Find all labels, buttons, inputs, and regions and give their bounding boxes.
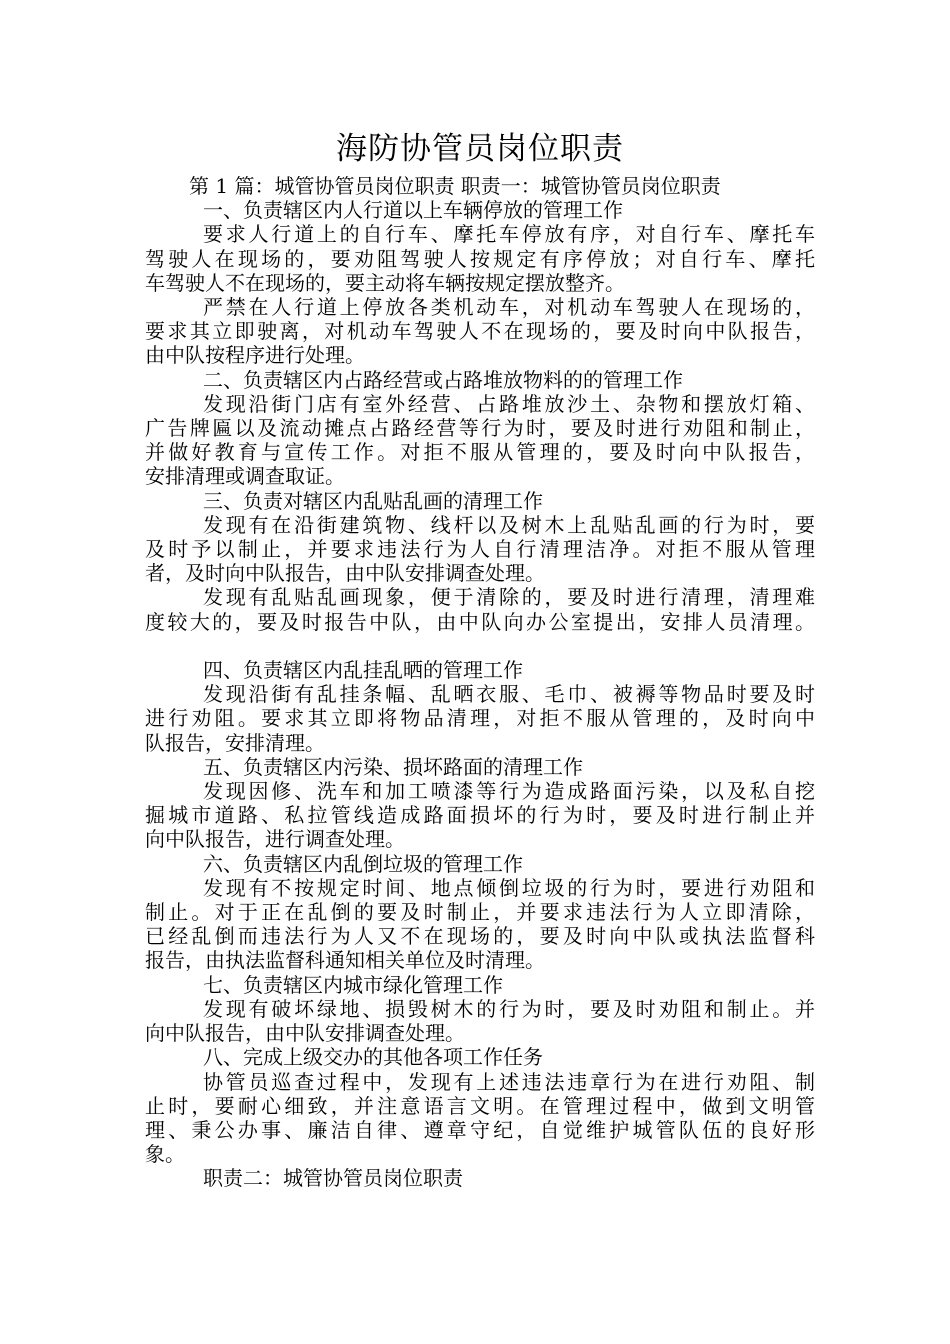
text-line: 严禁在人行道上停放各类机动车，对机动车驾驶人在现场的， [203,295,815,320]
text-line: 一、负责辖区内人行道以上车辆停放的管理工作 [203,198,623,223]
text-line: 度较大的，要及时报告中队，由中队向办公室提出，安排人员清理。 [145,609,815,634]
text-line: 向中队报告，进行调查处理。 [145,827,405,852]
text-line: 者，及时向中队报告，由中队安排调查处理。 [145,561,545,586]
text-line: 广告牌匾以及流动摊点占路经营等行为时，要及时进行劝阻和制止， [145,416,815,441]
text-line: 六、负责辖区内乱倒垃圾的管理工作 [203,851,523,876]
text-line: 发现有不按规定时间、地点倾倒垃圾的行为时，要进行劝阻和 [203,875,815,900]
document-page [145,126,815,1191]
text-line: 发现沿街有乱挂条幅、乱晒衣服、毛巾、被褥等物品时要及时 [203,682,815,707]
text-line: 四、负责辖区内乱挂乱晒的管理工作 [203,658,523,683]
text-line: 车驾驶人不在现场的，要主动将车辆按规定摆放整齐。 [145,270,625,295]
text-line: 报告，由执法监督科通知相关单位及时清理。 [145,948,545,973]
blank-line [145,634,815,658]
text-line: 要求人行道上的自行车、摩托车停放有序，对自行车、摩托车 [203,222,815,247]
text-line: 三、负责对辖区内乱贴乱画的清理工作 [203,488,543,513]
text-line: 二、负责辖区内占路经营或占路堆放物料的的管理工作 [203,367,683,392]
text-line: 协管员巡查过程中，发现有上述违法违章行为在进行劝阻、制 [203,1069,815,1094]
text-line: 驾驶人在现场的，要劝阻驾驶人按规定有序停放；对自行车、摩托 [145,246,815,271]
text-line: 象。 [145,1142,185,1167]
document-title: 海防协管员岗位职责 [336,131,624,167]
text-line: 由中队按程序进行处理。 [145,343,365,368]
text-line: 七、负责辖区内城市绿化管理工作 [203,972,503,997]
text-line: 向中队报告，由中队安排调查处理。 [145,1021,465,1046]
text-line: 及时予以制止，并要求违法行为人自行清理洁净。对拒不服从管理 [145,537,815,562]
text-line: 第 1 篇：城管协管员岗位职责 职责一：城管协管员岗位职责 [189,174,721,198]
text-line: 理、秉公办事、廉洁自律、遵章守纪，自觉维护城管队伍的良好形 [145,1117,815,1142]
text-line: 五、负责辖区内污染、损坏路面的清理工作 [203,754,583,779]
text-line: 止时，要耐心细致，并注意语言文明。在管理过程中，做到文明管 [145,1093,815,1118]
text-line: 队报告，安排清理。 [145,730,325,755]
text-line: 制止。对于正在乱倒的要及时制止，并要求违法行为人立即清除， [145,900,815,925]
text-line: 要求其立即驶离，对机动车驾驶人不在现场的，要及时向中队报告， [145,319,815,344]
text-line: 安排清理或调查取证。 [145,464,345,489]
text-line: 进行劝阻。要求其立即将物品清理，对拒不服从管理的，及时向中 [145,706,815,731]
text-line: 已经乱倒而违法行为人又不在现场的，要及时向中队或执法监督科 [145,924,815,949]
text-line: 发现有破坏绿地、损毁树木的行为时，要及时劝阻和制止。并 [203,996,815,1021]
text-line: 发现因修、洗车和加工喷漆等行为造成路面污染，以及私自挖 [203,779,815,804]
text-line: 发现沿街门店有室外经营、占路堆放沙土、杂物和摆放灯箱、 [203,391,815,416]
text-line: 职责二：城管协管员岗位职责 [203,1166,463,1191]
text-line: 掘城市道路、私拉管线造成路面损坏的行为时，要及时进行制止并 [145,803,815,828]
document-body [145,174,815,1191]
text-line: 并做好教育与宣传工作。对拒不服从管理的，要及时向中队报告， [145,440,815,465]
text-line: 发现有乱贴乱画现象，便于清除的，要及时进行清理，清理难 [203,585,815,610]
text-line: 八、完成上级交办的其他各项工作任务 [203,1045,543,1070]
text-line: 发现有在沿街建筑物、线杆以及树木上乱贴乱画的行为时，要 [203,512,815,537]
